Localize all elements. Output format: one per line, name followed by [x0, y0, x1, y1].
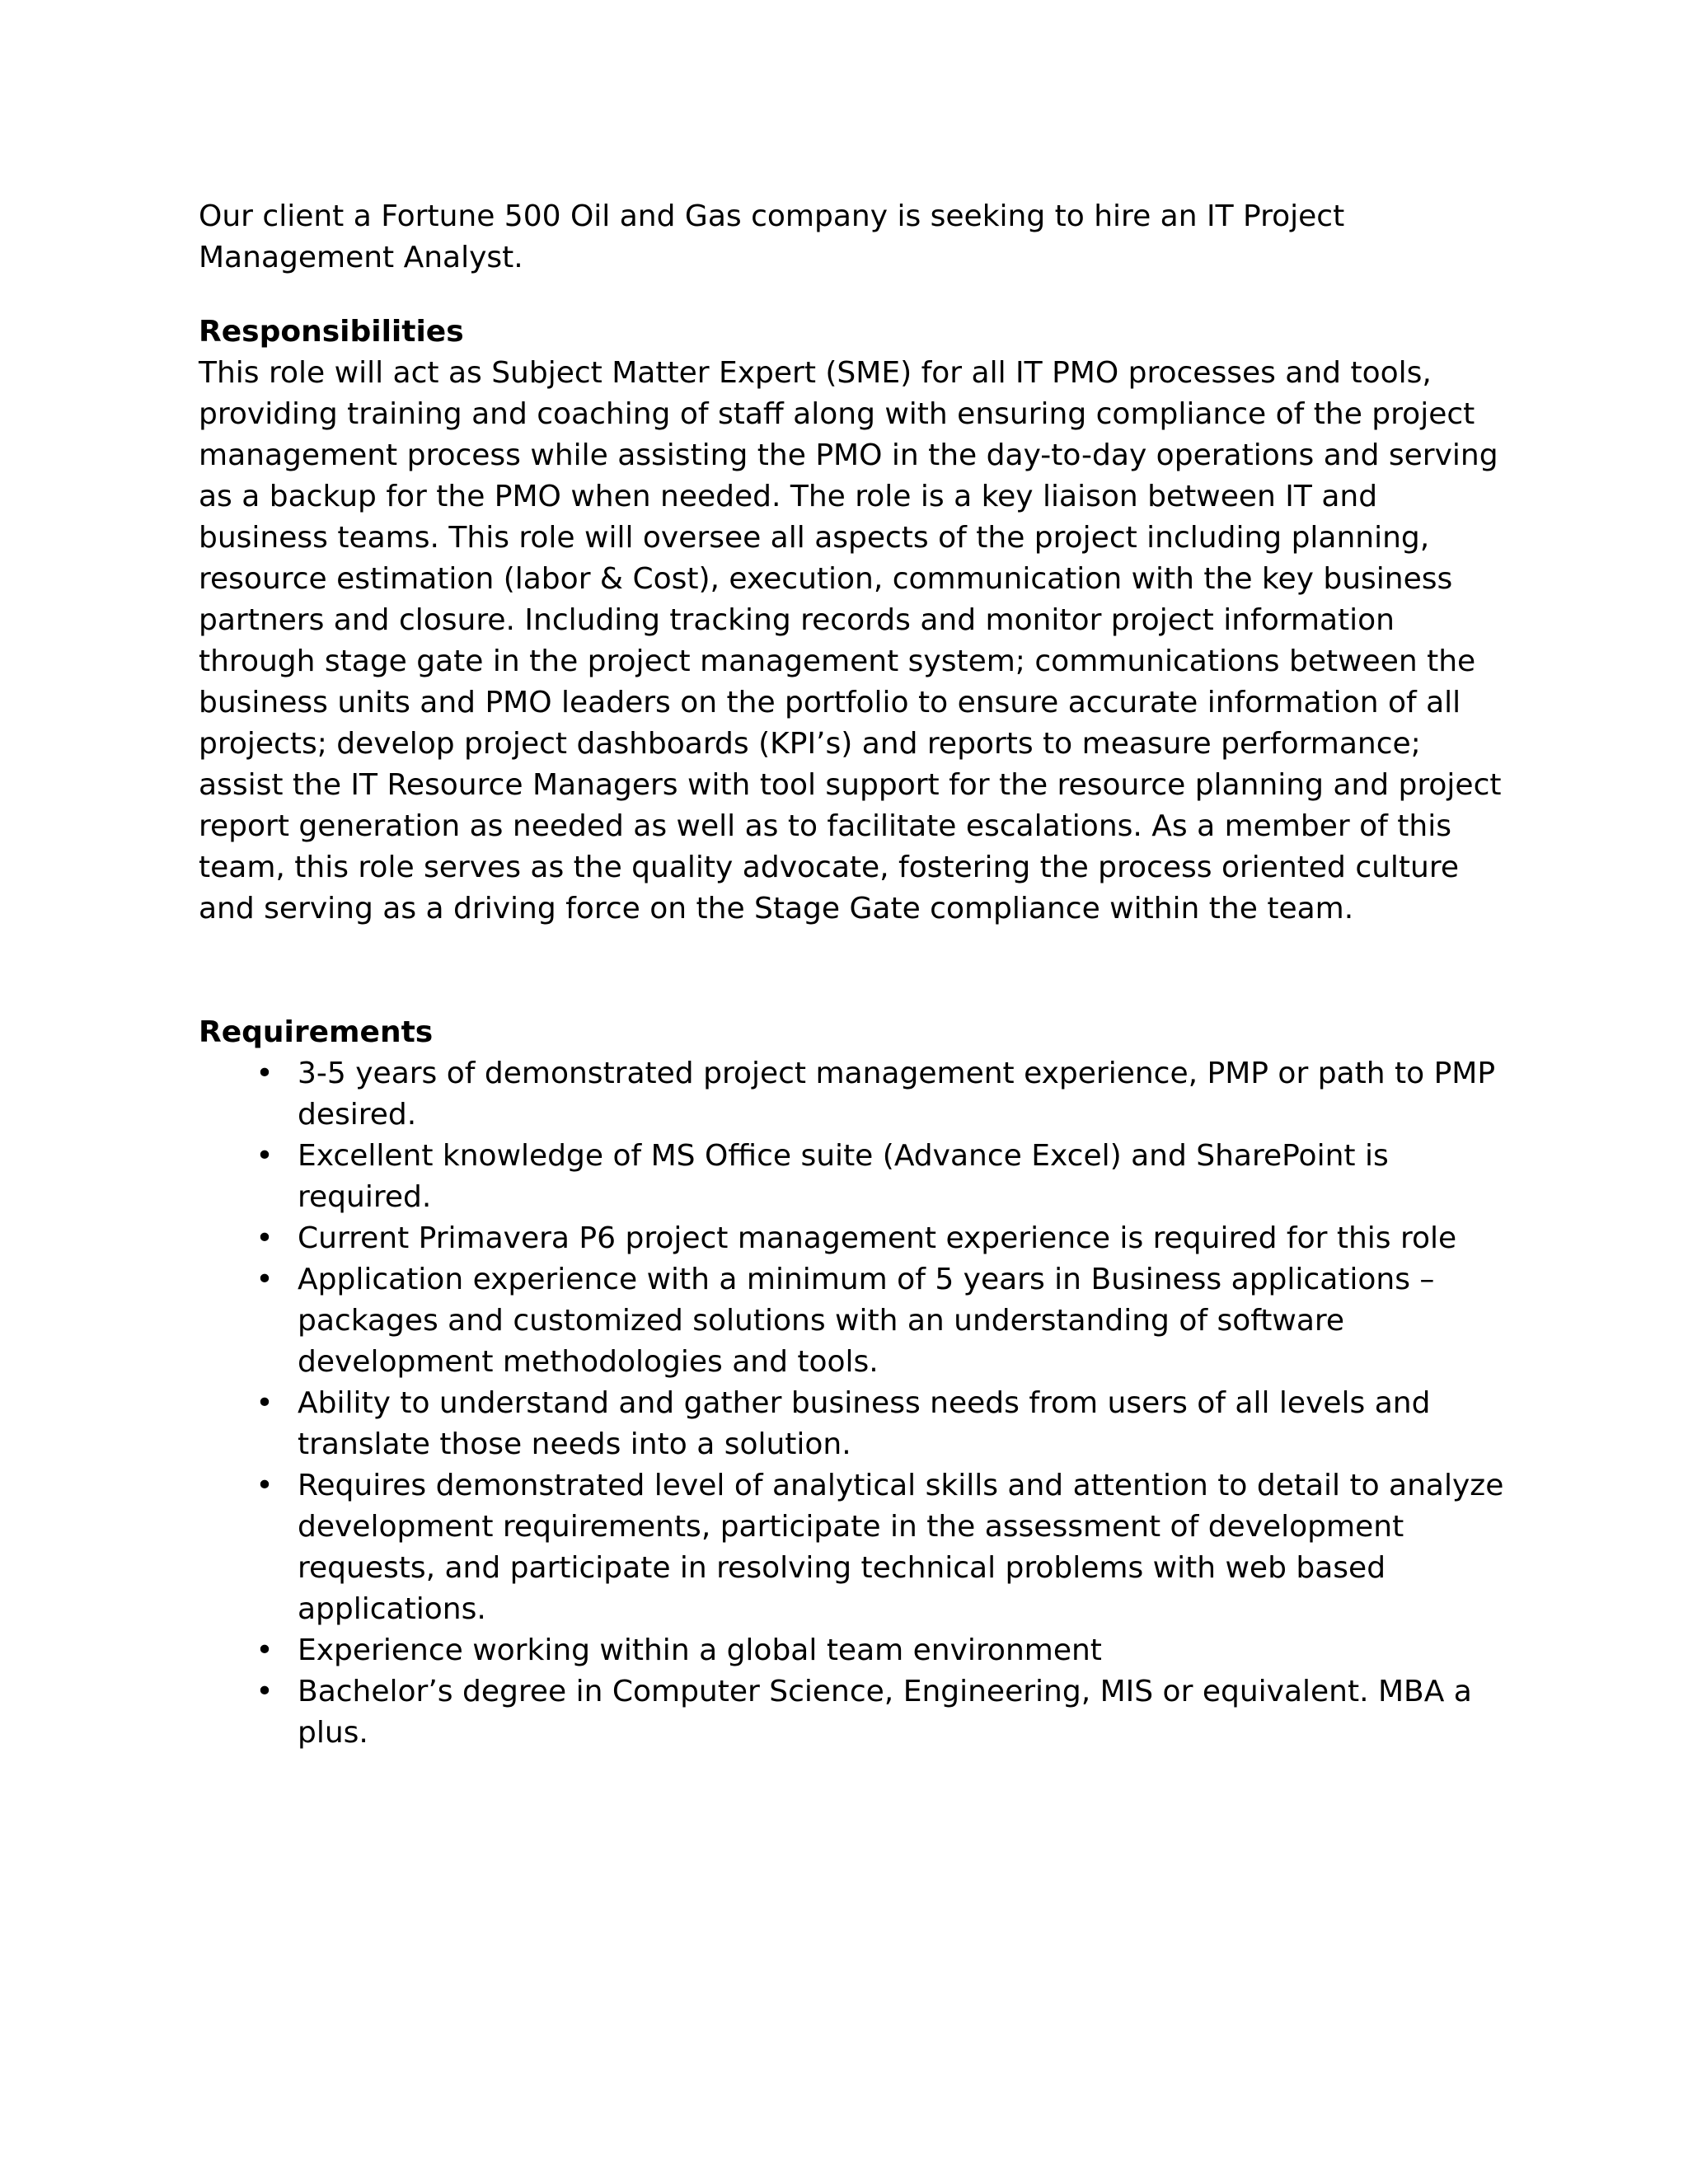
bullet-icon: • — [256, 1139, 274, 1173]
requirement-item — [199, 1465, 1509, 1630]
requirements-list — [199, 1053, 1509, 1754]
bullet-icon: • — [256, 1469, 274, 1502]
requirement-text: Excellent knowledge of MS Office suite (Advance Excel) and SharePoint is required. — [298, 1139, 1389, 1214]
bullet-icon: • — [256, 1386, 274, 1420]
requirement-item — [199, 1671, 1509, 1754]
bullet-icon: • — [256, 1263, 274, 1296]
requirement-text: 3-5 years of demonstrated project management experience, PMP or path to PMP desired. — [298, 1057, 1496, 1132]
requirement-item — [199, 1259, 1509, 1383]
requirement-text: Application experience with a minimum of 5 years in Business applications – packages and customized solutions with an understanding of software development methodologies and tools. — [298, 1263, 1435, 1379]
requirement-text: Experience working within a global team environment — [298, 1633, 1102, 1667]
bullet-icon: • — [256, 1633, 274, 1667]
requirements-heading: Requirements — [199, 1015, 434, 1049]
bullet-icon: • — [256, 1057, 274, 1090]
requirement-item — [199, 1630, 1509, 1671]
intro-paragraph: Our client a Fortune 500 Oil and Gas company is seeking to hire an IT Project Management Analyst. — [199, 199, 1345, 274]
requirement-item — [199, 1053, 1509, 1136]
document-content — [199, 196, 1509, 1754]
responsibilities-heading: Responsibilities — [199, 315, 464, 349]
bullet-icon: • — [256, 1675, 274, 1708]
requirement-item — [199, 1383, 1509, 1465]
responsibilities-paragraph: This role will act as Subject Matter Expert (SME) for all IT PMO processes and tools, providing training and coaching of staff along with ensuring compliance of the project management process while assisting the PMO in the day-to-day operations and serving as a backup for the PMO when needed. The role is a key liaison between IT and business teams. This role will oversee all aspects of the project including planning, resource estimation (labor & Cost), execution, communication with the key business partners and closure. Including tracking records and monitor project information through stage gate in the project management system; communications between the business units and PMO leaders on the portfolio to ensure accurate information of all projects; develop project dashboards (KPI’s) and reports to measure performance; assist the IT Resource Managers with tool support for the resource planning and project report generation as needed as well as to facilitate escalations. As a member of this team, this role serves as the quality advocate, fostering the process oriented culture and serving as a driving force on the Stage Gate compliance within the team. — [199, 356, 1502, 926]
requirement-text: Bachelor’s degree in Computer Science, Engineering, MIS or equivalent. MBA a plus. — [298, 1675, 1472, 1750]
bullet-icon: • — [256, 1221, 274, 1255]
requirement-text: Ability to understand and gather business needs from users of all levels and translate those needs into a solution. — [298, 1386, 1431, 1461]
requirement-item — [199, 1136, 1509, 1218]
requirement-item — [199, 1218, 1509, 1259]
requirement-text: Requires demonstrated level of analytical skills and attention to detail to analyze development requirements, participate in the assessment of development requests, and participate in resolving technical problems with web based applications. — [298, 1469, 1504, 1626]
requirement-text: Current Primavera P6 project management experience is required for this role — [298, 1221, 1457, 1255]
